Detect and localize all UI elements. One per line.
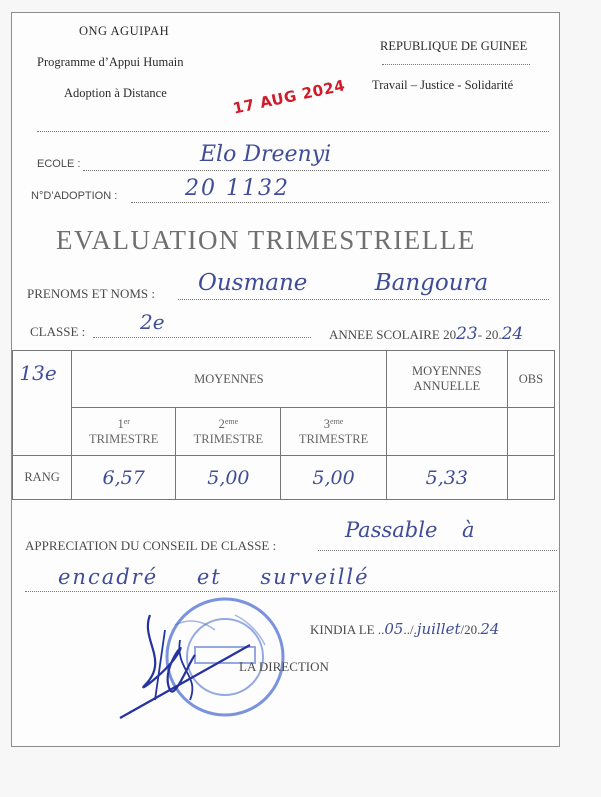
t3-value: 5,00: [281, 456, 386, 500]
moyennes-header: [72, 351, 387, 408]
grades-table: [12, 350, 555, 500]
obs-header: [507, 351, 554, 408]
appreciation-line-1: [318, 550, 557, 551]
annual-empty: [386, 408, 507, 456]
t2-value: 5,00: [176, 456, 281, 500]
class-value: 2e: [140, 310, 165, 334]
adoption-line: [131, 202, 549, 203]
rang-label: RANG: [24, 470, 60, 484]
date-day: 05: [384, 620, 404, 638]
t1-suffix: er: [123, 416, 130, 426]
rank-note: 13e: [19, 361, 57, 385]
appreciation-text-2: encadré et surveillé: [58, 565, 370, 589]
date-stamp: 17 AUG 2024: [231, 76, 347, 118]
t2-label: TRIMESTRE: [193, 431, 264, 446]
school-line: [83, 170, 549, 171]
t2-number: 2: [218, 416, 225, 431]
school-year-start: 23: [456, 324, 478, 344]
school-label: ECOLE :: [37, 158, 81, 170]
national-motto: Travail – Justice - Solidarité: [372, 78, 514, 92]
signature-icon: [110, 600, 260, 730]
trimester-3-header: [281, 408, 386, 456]
annual-value: 5,33: [386, 456, 507, 500]
obs-empty: [507, 408, 554, 456]
date-year-prefix: 20: [464, 622, 478, 637]
obs-value: [507, 456, 554, 500]
date-year-suffix: 24: [480, 620, 500, 638]
header-separator: [37, 131, 549, 132]
adoption-label: N°D’ADOPTION :: [31, 190, 118, 202]
org-subtitle: Adoption à Distance: [64, 86, 167, 100]
school-value: Elo Dreenyi: [200, 142, 332, 167]
school-year-label: ANNEE SCOLAIRE 20: [329, 327, 457, 342]
moyennes-header-label: MOYENNES: [194, 371, 264, 386]
t1-label: TRIMESTRE: [88, 431, 159, 446]
signature-date: KINDIA LE ..05../.juillet/20.24: [310, 620, 500, 638]
names-value: Ousmane Bangoura: [198, 270, 489, 296]
org-program: Programme d’Appui Humain: [37, 55, 184, 69]
school-year-mid: - 20: [477, 327, 499, 342]
adoption-value: 20 1132: [185, 176, 290, 201]
place-label: KINDIA LE: [310, 622, 375, 637]
class-line: [93, 337, 311, 338]
t1-number: 1: [117, 416, 124, 431]
date-month: juillet: [416, 620, 461, 638]
obs-header-label: OBS: [518, 371, 544, 386]
names-label: PRENOMS ET NOMS :: [27, 286, 155, 301]
trimester-1-header: [72, 408, 176, 456]
school-year-end: 24: [501, 324, 524, 344]
republic-name: REPUBLIQUE DE GUINEE: [380, 39, 528, 53]
t1-value: 6,57: [72, 456, 176, 500]
appreciation-label: APPRECIATION DU CONSEIL DE CLASSE :: [25, 538, 277, 553]
header-divider: [382, 64, 530, 65]
t3-label: TRIMESTRE: [298, 431, 369, 446]
rang-label-cell: [13, 456, 72, 500]
annual-header: [386, 351, 507, 408]
school-year: ANNEE SCOLAIRE 2023- 20.24: [329, 324, 524, 344]
appreciation-text-1: Passable à: [345, 518, 475, 542]
t3-suffix: eme: [330, 416, 344, 426]
appreciation-line-2: [25, 591, 557, 592]
class-label: CLASSE :: [30, 324, 86, 339]
annual-header-label: MOYENNES ANNUELLE: [412, 364, 482, 393]
rank-note-cell: [13, 351, 72, 456]
direction-label: LA DIRECTION: [239, 659, 329, 674]
t3-number: 3: [323, 416, 331, 431]
org-name: ONG AGUIPAH: [79, 24, 170, 38]
page-title: EVALUATION TRIMESTRIELLE: [56, 225, 476, 255]
t2-suffix: eme: [224, 416, 239, 426]
trimester-2-header: [176, 408, 281, 456]
names-line: [178, 299, 549, 300]
